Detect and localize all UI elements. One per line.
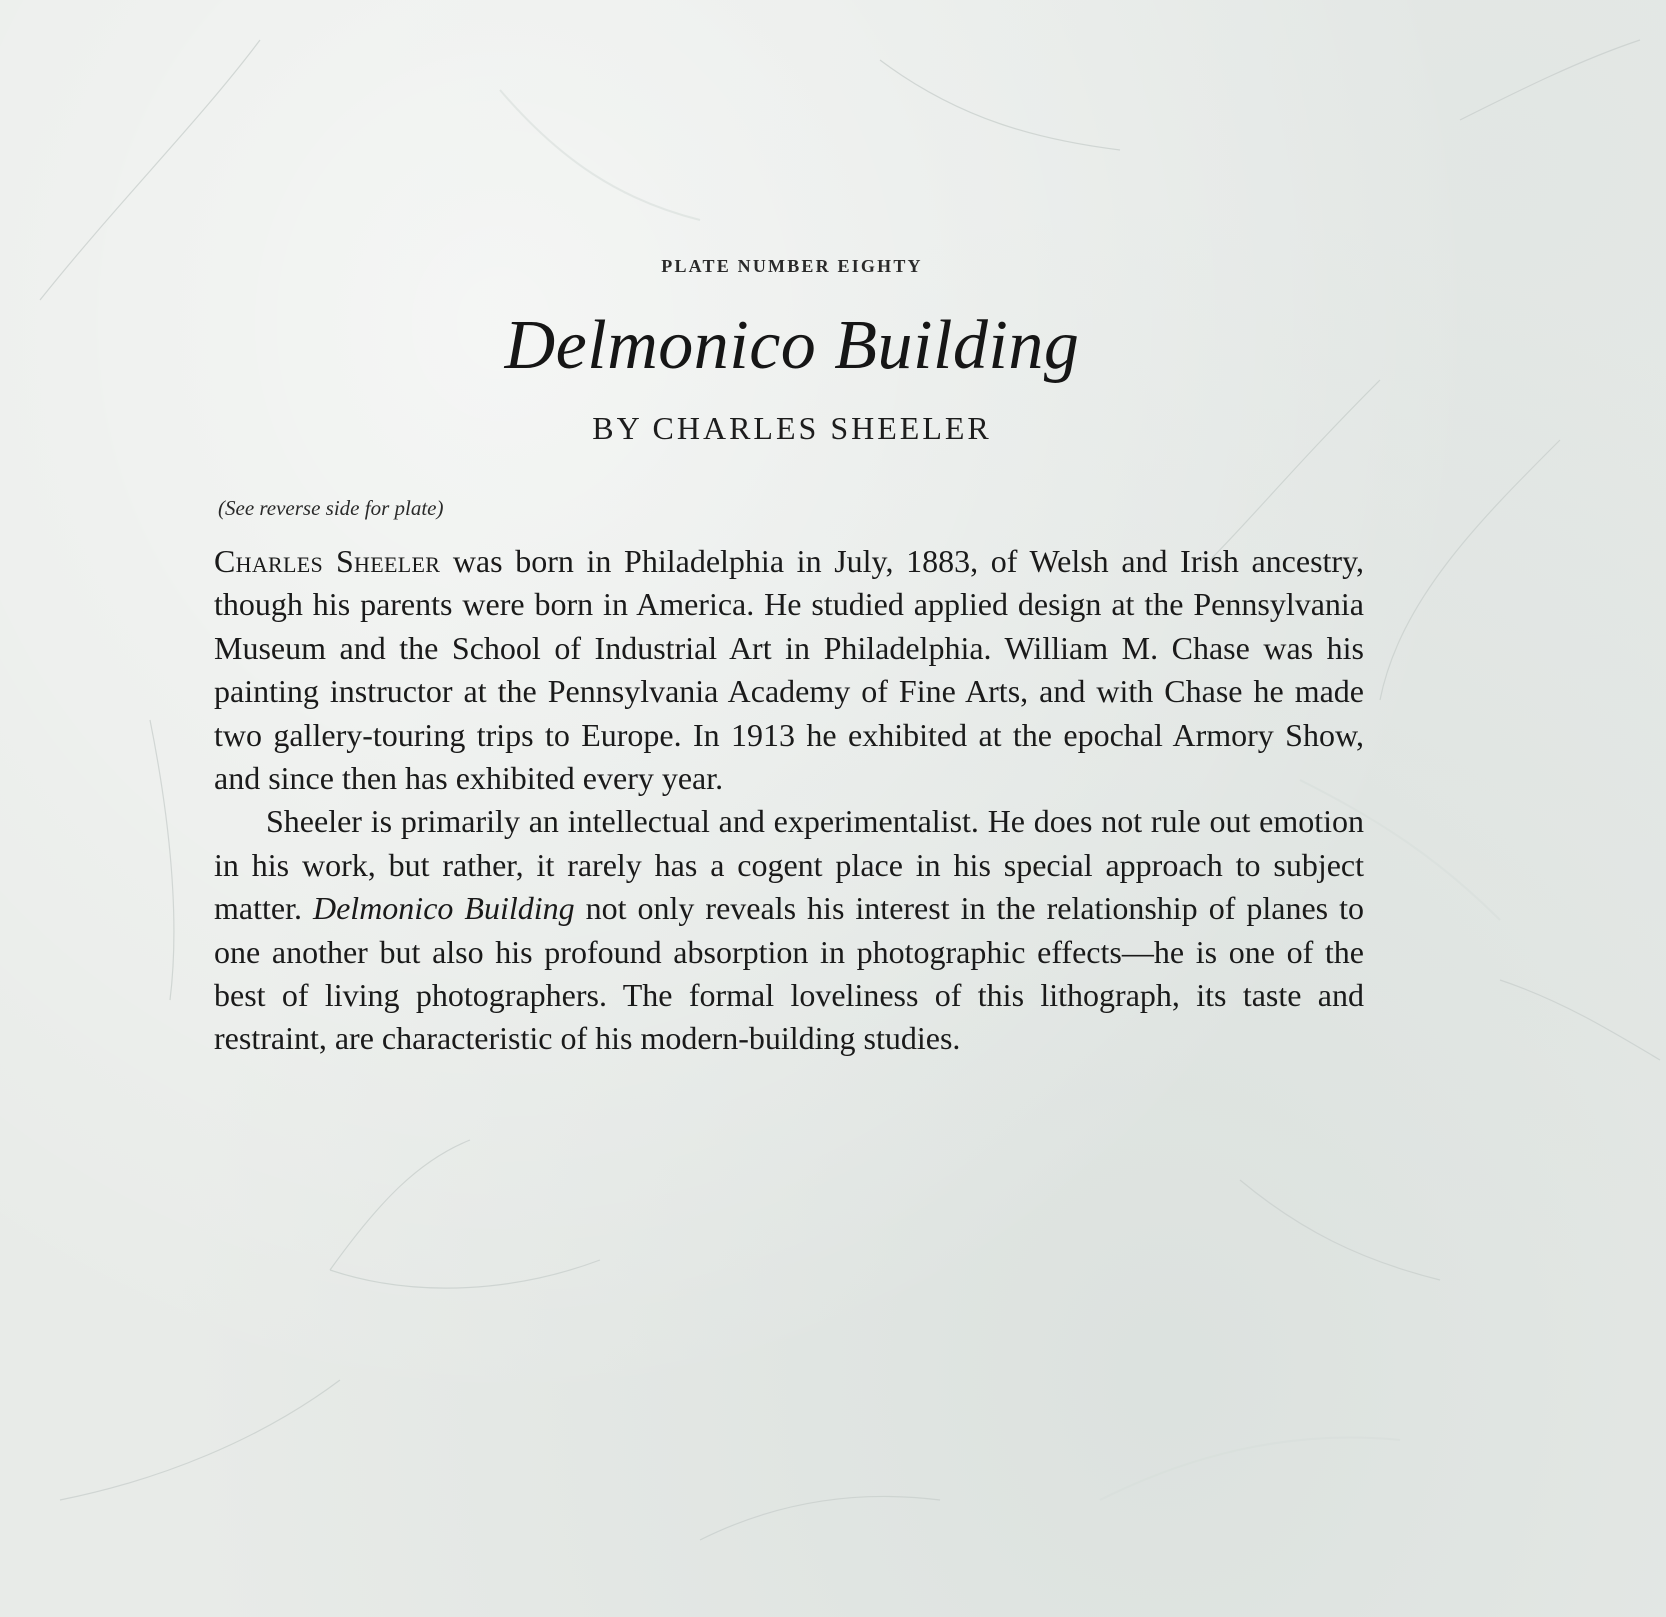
paragraph-1-text: was born in Philadelphia in July, 1883, of Welsh and Irish ancestry, though his parents were born in America. He studied applied design at the Pennsylvania Museum and the School of Industrial Art in Philadelphia. William M. Chase was his painting instructor at the Pennsylvania Academy of Fine Arts, and with Chase he made two gallery-touring trips to Europe. In 1913 he exhibited at the epochal Armory Show, and since then has exhibited every year. <box>214 543 1364 797</box>
paragraph-2-italic-title: Delmonico Building <box>312 890 575 927</box>
paragraph-2-before: Sheeler is primarily an intellectual and experimentalist. He does not rule out emotion in his work, but rather, it rarely has a cogent place in his special approach to subject matter. <box>214 803 1364 927</box>
reverse-side-note: (See reverse side for plate) <box>218 496 444 520</box>
body-text <box>214 540 1364 1061</box>
paragraph-1-lead: Charles Sheeler <box>214 543 441 579</box>
paragraph-2-after: not only reveals his interest in the relationship of planes to one another but also his profound absorption in photographic effects—he is one of the best of living photographers. The formal loveliness of this lithograph, its taste and restraint, are characteristic of his modern-building studies. <box>214 890 1365 1057</box>
paragraph-1 <box>214 540 1364 800</box>
paragraph-2 <box>214 800 1364 1060</box>
byline: BY CHARLES SHEELER <box>592 410 992 446</box>
plate-number: PLATE NUMBER EIGHTY <box>661 256 923 276</box>
page-title: Delmonico Building <box>504 307 1080 384</box>
